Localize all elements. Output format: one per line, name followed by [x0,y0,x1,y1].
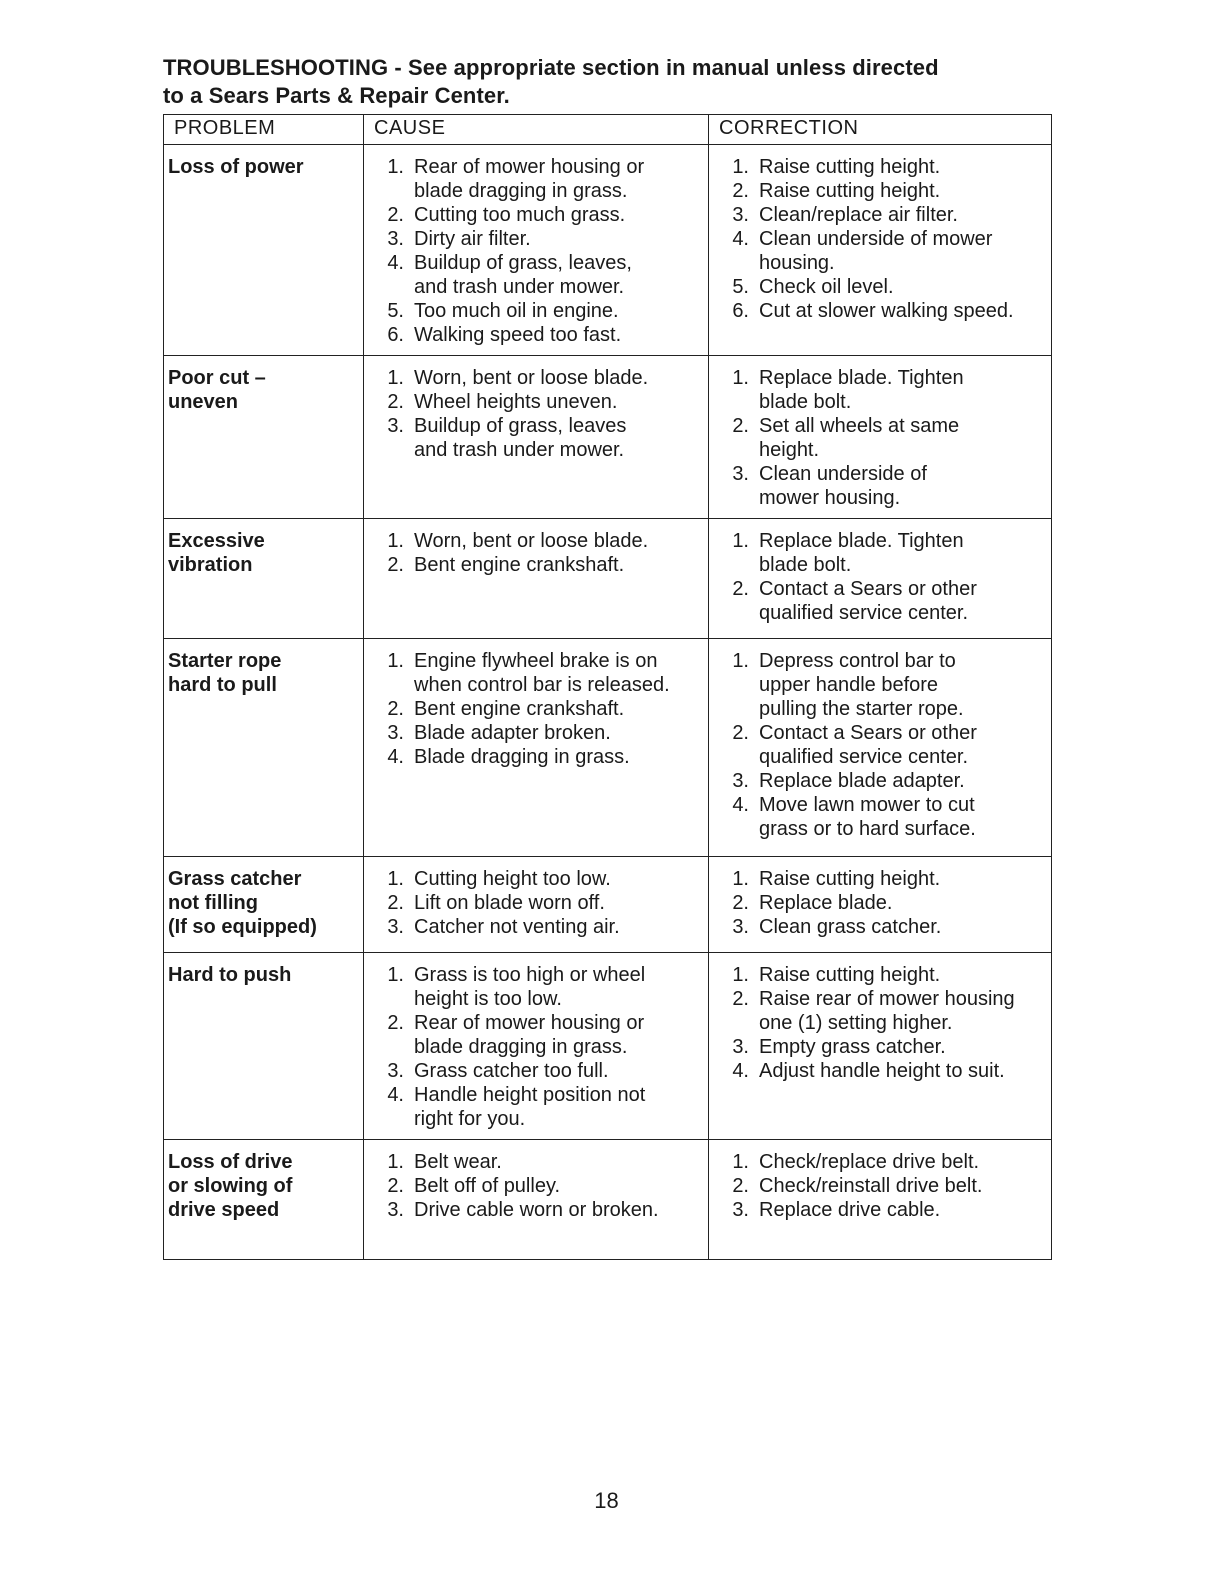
item-number: 3. [732,770,749,792]
item-number: 3. [732,1199,749,1221]
table-row [164,519,1052,639]
table-body [164,145,1052,1260]
problem-cell [164,857,364,953]
item-text: Clean underside of mower housing. [759,463,927,509]
cause-item [368,915,704,939]
table-row [164,953,1052,1140]
cause-item [368,721,704,745]
item-number: 3. [387,415,404,437]
item-number: 1. [732,530,749,552]
item-text: Replace blade. Tighten blade bolt. [759,367,964,413]
item-text: Worn, bent or loose blade. [414,530,649,552]
header-problem: PROBLEM [164,115,364,145]
problem-cell [164,356,364,519]
problem-cell [164,1140,364,1260]
correction-item [713,227,1047,275]
correction-cell [709,639,1052,857]
problem-cell [164,639,364,857]
item-text: Contact a Sears or other qualified service center. [759,578,977,624]
cause-item [368,390,704,414]
item-number: 3. [732,204,749,226]
item-text: Grass catcher too full. [414,1060,609,1082]
cause-cell [364,519,709,639]
item-text: Replace blade adapter. [759,770,965,792]
item-number: 2. [732,415,749,437]
item-text: Buildup of grass, leaves, and trash under mower. [414,252,632,298]
item-number: 1. [732,964,749,986]
cause-cell [364,857,709,953]
correction-item [713,963,1047,987]
item-number: 1. [387,868,404,890]
item-text: Replace blade. Tighten blade bolt. [759,530,964,576]
item-text: Worn, bent or loose blade. [414,367,649,389]
problem-text: Loss of drive or slowing of drive speed [168,1151,293,1221]
item-text: Cut at slower walking speed. [759,300,1014,322]
correction-item [713,915,1047,939]
cause-item [368,553,704,577]
item-text: Raise cutting height. [759,868,941,890]
correction-item [713,1059,1047,1083]
item-text: Walking speed too fast. [414,324,622,346]
table-row [164,356,1052,519]
item-text: Check oil level. [759,276,894,298]
item-text: Lift on blade worn off. [414,892,605,914]
problem-text: Hard to push [168,964,292,986]
cause-cell [364,1140,709,1260]
cause-item [368,1083,704,1131]
correction-item [713,299,1047,323]
cause-item [368,203,704,227]
item-text: Bent engine crankshaft. [414,554,625,576]
problem-cell [164,145,364,356]
correction-cell [709,857,1052,953]
correction-cell [709,953,1052,1140]
table-row [164,1140,1052,1260]
correction-item [713,891,1047,915]
item-text: Grass is too high or wheel height is too low. [414,964,646,1010]
item-text: Raise cutting height. [759,964,941,986]
item-number: 2. [387,698,404,720]
cause-item [368,155,704,203]
troubleshooting-table [163,114,1052,1260]
item-number: 6. [387,324,404,346]
cause-item [368,227,704,251]
page-heading [163,54,1063,110]
item-text: Raise rear of mower housing one (1) setting higher. [759,988,1015,1034]
header-cause: CAUSE [364,115,709,145]
item-number: 2. [732,892,749,914]
item-number: 1. [732,1151,749,1173]
item-number: 2. [387,1012,404,1034]
correction-item [713,414,1047,462]
cause-item [368,1150,704,1174]
correction-item [713,987,1047,1035]
item-number: 2. [387,1175,404,1197]
item-text: Wheel heights uneven. [414,391,618,413]
problem-text: Excessive vibration [168,530,265,576]
item-text: Cutting too much grass. [414,204,626,226]
item-number: 6. [732,300,749,322]
cause-item [368,1198,704,1222]
cause-item [368,649,704,697]
item-number: 3. [387,228,404,250]
cause-item [368,745,704,769]
item-number: 1. [387,1151,404,1173]
problem-text: Starter rope hard to pull [168,650,282,696]
correction-cell [709,1140,1052,1260]
item-text: Rear of mower housing or blade dragging in grass. [414,156,645,202]
item-text: Raise cutting height. [759,156,941,178]
item-text: Contact a Sears or other qualified service center. [759,722,977,768]
item-text: Move lawn mower to cut grass or to hard surface. [759,794,976,840]
item-text: Depress control bar to upper handle before pulling the starter rope. [759,650,964,720]
item-number: 3. [387,1060,404,1082]
item-number: 4. [387,1084,404,1106]
item-text: Replace blade. [759,892,893,914]
correction-item [713,529,1047,577]
correction-cell [709,356,1052,519]
correction-item [713,275,1047,299]
cause-cell [364,639,709,857]
item-number: 3. [387,722,404,744]
item-number: 4. [732,1060,749,1082]
item-text: Blade adapter broken. [414,722,611,744]
item-text: Clean underside of mower housing. [759,228,993,274]
correction-item [713,1035,1047,1059]
item-text: Catcher not venting air. [414,916,620,938]
cause-item [368,366,704,390]
table-header-row [164,115,1052,145]
heading-line-1: TROUBLESHOOTING - See appropriate section in manual unless directed [163,55,939,80]
item-number: 3. [387,916,404,938]
item-text: Raise cutting height. [759,180,941,202]
item-number: 4. [732,228,749,250]
item-number: 2. [732,1175,749,1197]
table-row [164,857,1052,953]
item-number: 2. [387,391,404,413]
item-number: 1. [387,156,404,178]
item-number: 3. [732,916,749,938]
item-number: 2. [387,554,404,576]
cause-item [368,697,704,721]
problem-cell [164,519,364,639]
table-row [164,639,1052,857]
item-text: Check/reinstall drive belt. [759,1175,983,1197]
item-text: Rear of mower housing or blade dragging in grass. [414,1012,645,1058]
correction-item [713,577,1047,625]
item-text: Too much oil in engine. [414,300,619,322]
heading-line-2: to a Sears Parts & Repair Center. [163,83,510,108]
item-number: 2. [387,204,404,226]
item-text: Belt wear. [414,1151,502,1173]
item-number: 1. [732,156,749,178]
correction-item [713,179,1047,203]
table-row [164,145,1052,356]
item-number: 3. [387,1199,404,1221]
problem-text: Loss of power [168,156,304,178]
cause-item [368,1011,704,1059]
item-text: Empty grass catcher. [759,1036,946,1058]
correction-item [713,1174,1047,1198]
item-number: 2. [732,722,749,744]
cause-item [368,867,704,891]
correction-cell [709,519,1052,639]
item-text: Drive cable worn or broken. [414,1199,659,1221]
item-number: 2. [732,578,749,600]
item-text: Buildup of grass, leaves and trash under mower. [414,415,627,461]
item-number: 4. [387,252,404,274]
correction-item [713,867,1047,891]
cause-item [368,299,704,323]
cause-cell [364,145,709,356]
item-number: 5. [387,300,404,322]
item-text: Dirty air filter. [414,228,531,250]
item-text: Set all wheels at same height. [759,415,960,461]
item-text: Clean grass catcher. [759,916,942,938]
item-number: 5. [732,276,749,298]
item-number: 1. [732,650,749,672]
item-number: 1. [387,367,404,389]
page-number: 18 [594,1488,619,1513]
item-number: 4. [387,746,404,768]
correction-item [713,649,1047,721]
correction-item [713,793,1047,841]
correction-item [713,769,1047,793]
cause-item [368,529,704,553]
item-text: Replace drive cable. [759,1199,941,1221]
correction-item [713,721,1047,769]
correction-item [713,462,1047,510]
item-number: 4. [732,794,749,816]
item-number: 2. [732,180,749,202]
cause-item [368,414,704,462]
item-number: 1. [732,868,749,890]
cause-cell [364,953,709,1140]
cause-item [368,1059,704,1083]
correction-item [713,203,1047,227]
item-number: 2. [387,892,404,914]
problem-text: Poor cut – uneven [168,367,266,413]
problem-text: Grass catcher not filling (If so equipped) [168,868,317,938]
item-number: 1. [387,530,404,552]
correction-item [713,366,1047,414]
item-text: Clean/replace air filter. [759,204,958,226]
cause-cell [364,356,709,519]
item-number: 1. [387,964,404,986]
cause-item [368,323,704,347]
item-number: 1. [732,367,749,389]
item-text: Adjust handle height to suit. [759,1060,1005,1082]
item-text: Belt off of pulley. [414,1175,561,1197]
correction-item [713,1198,1047,1222]
item-text: Bent engine crankshaft. [414,698,625,720]
correction-cell [709,145,1052,356]
cause-item [368,251,704,299]
item-text: Engine flywheel brake is on when control bar is released. [414,650,670,696]
item-text: Blade dragging in grass. [414,746,630,768]
cause-item [368,963,704,1011]
correction-item [713,155,1047,179]
correction-item [713,1150,1047,1174]
item-number: 3. [732,463,749,485]
item-number: 1. [387,650,404,672]
item-text: Check/replace drive belt. [759,1151,980,1173]
header-correction: CORRECTION [709,115,1052,145]
cause-item [368,891,704,915]
item-number: 3. [732,1036,749,1058]
problem-cell [164,953,364,1140]
cause-item [368,1174,704,1198]
item-text: Cutting height too low. [414,868,611,890]
item-text: Handle height position not right for you. [414,1084,646,1130]
item-number: 2. [732,988,749,1010]
